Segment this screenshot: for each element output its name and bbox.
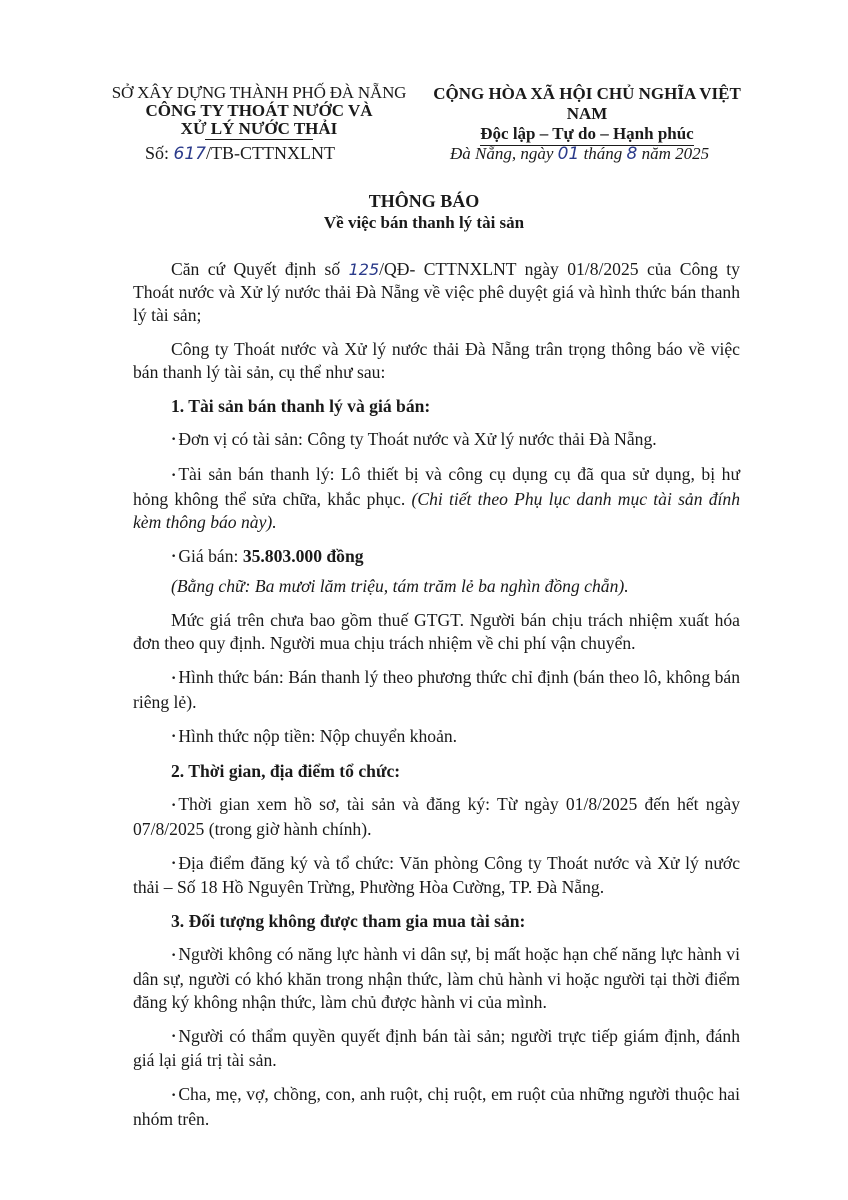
date-month-handwritten: 8: [626, 144, 638, 164]
price-value: 35.803.000 đồng: [242, 545, 364, 566]
date-year: năm 2025: [637, 144, 710, 163]
list-item: [133, 463, 740, 533]
list-item: [133, 545, 740, 569]
list-item-text: Tài sản bán thanh lý: Lô thiết bị và công cụ dụng cụ đã qua sử dụng, bị hư hỏng không thể sửa chữa, khắc phục.: [133, 464, 740, 509]
document-subtitle: Về việc bán thanh lý tài sản: [323, 213, 525, 232]
list-item-text: Cha, mẹ, vợ, chồng, con, anh ruột, chị ruột, em ruột của những người thuộc hai nhóm trên.: [133, 1084, 740, 1129]
price-in-words: (Bằng chữ: Ba mươi lăm triệu, tám trăm lẻ ba nghìn đồng chẵn).: [171, 576, 629, 597]
date-day-handwritten: 01: [557, 144, 580, 164]
list-item-text: Địa điểm đăng ký và tổ chức: Văn phòng Công ty Thoát nước và Xử lý nước thải – Số 18 Hồ Nguyên Trừng, Phường Hòa Cường, TP. Đà Nẵng.: [133, 852, 740, 898]
bullet-icon: •: [171, 1090, 177, 1101]
national-motto: Độc lập – Tự do – Hạnh phúc: [480, 124, 693, 146]
list-item: [133, 852, 740, 899]
country-name: CỘNG HÒA XÃ HỘI CHỦ NGHĨA VIỆT NAM: [433, 84, 741, 123]
intro-paragraph: Công ty Thoát nước và Xử lý nước thải Đà Nẵng trân trọng thông báo về việc bán thanh lý tài sản, cụ thể như sau:: [133, 339, 740, 382]
list-item-text: Đơn vị có tài sản: Công ty Thoát nước và Xử lý nước thải Đà Nẵng.: [178, 429, 657, 449]
list-item: [133, 666, 740, 713]
list-item: [133, 943, 740, 1013]
list-item-text: Thời gian xem hồ sơ, tài sản và đăng ký: Từ ngày 01/8/2025 đến hết ngày 07/8/2025 (trong giờ hành chính).: [133, 794, 740, 839]
document-body: [133, 258, 740, 1142]
document-number-suffix: /TB-CTTNXLNT: [205, 143, 335, 163]
bullet-icon: •: [171, 470, 177, 481]
list-item: [133, 428, 740, 452]
section-1-heading: 1. Tài sản bán thanh lý và giá bán:: [171, 396, 431, 416]
appendix-note: (Chi tiết theo Phụ lục danh mục tài sản đính kèm thông báo này).: [133, 488, 740, 532]
section-3-heading: 3. Đối tượng không được tham gia mua tài sản:: [171, 911, 526, 932]
price-label: Giá bán:: [178, 545, 243, 566]
list-item: [133, 1083, 740, 1130]
decision-number-handwritten: 125: [348, 260, 380, 279]
document-number: [145, 143, 335, 164]
list-item-text: Hình thức nộp tiền: Nộp chuyển khoản.: [178, 725, 458, 746]
bullet-icon: •: [171, 732, 177, 743]
bullet-icon: •: [171, 859, 177, 870]
list-item: [133, 793, 740, 840]
list-item-text: Người không có năng lực hành vi dân sự, bị mất hoặc hạn chế năng lực hành vi dân sự, người có khó khăn trong nhận thức, làm chủ hành vi hoặc người tại thời điểm đăng ký không nhận thức, làm chủ được hành vi của mình.: [133, 944, 740, 1012]
bullet-icon: •: [171, 800, 177, 811]
issuer-header: [100, 84, 418, 138]
national-header: [412, 84, 762, 146]
list-item-text: Hình thức bán: Bán thanh lý theo phương thức chỉ định (bán theo lô, không bán riêng lẻ).: [133, 667, 740, 712]
section-2-heading: 2. Thời gian, địa điểm tổ chức:: [171, 761, 401, 782]
legal-basis-paragraph: [133, 258, 740, 327]
document-title: THÔNG BÁO: [368, 191, 480, 211]
company-name-line2: XỬ LÝ NƯỚC THẢI: [180, 119, 338, 138]
list-item: [133, 725, 740, 749]
date-month-label: tháng: [579, 144, 627, 163]
document-number-prefix: Số:: [145, 143, 174, 163]
agency-name: SỞ XÂY DỰNG THÀNH PHỐ ĐÀ NẴNG: [111, 83, 407, 102]
legal-basis-text-b: /QĐ- CTTNXLNT ngày 01/8/2025 của Công ty Thoát nước và Xử lý nước thải Đà Nẵng về việc phê duyệt giá và hình thức bán thanh lý tài sản;: [133, 259, 740, 325]
bullet-icon: •: [171, 1032, 177, 1043]
price-note: Mức giá trên chưa bao gồm thuế GTGT. Người bán chịu trách nhiệm xuất hóa đơn theo quy định. Người mua chịu trách nhiệm về chi phí vận chuyển.: [133, 610, 740, 654]
bullet-icon: •: [171, 552, 177, 563]
bullet-icon: •: [171, 673, 177, 684]
bullet-icon: •: [171, 950, 177, 961]
list-item-text: Người có thẩm quyền quyết định bán tài sản; người trực tiếp giám định, đánh giá lại giá trị tài sản.: [133, 1025, 740, 1071]
company-name-line1: CÔNG TY THOÁT NƯỚC VÀ: [145, 101, 373, 120]
bullet-icon: •: [171, 435, 177, 446]
list-item: [133, 1025, 740, 1072]
date-place: Đà Nẵng, ngày: [450, 144, 558, 163]
legal-basis-text-a: Căn cứ Quyết định số: [171, 259, 349, 279]
place-and-date: [450, 144, 709, 164]
title-block: [0, 190, 848, 234]
document-number-handwritten: 617: [173, 144, 206, 164]
